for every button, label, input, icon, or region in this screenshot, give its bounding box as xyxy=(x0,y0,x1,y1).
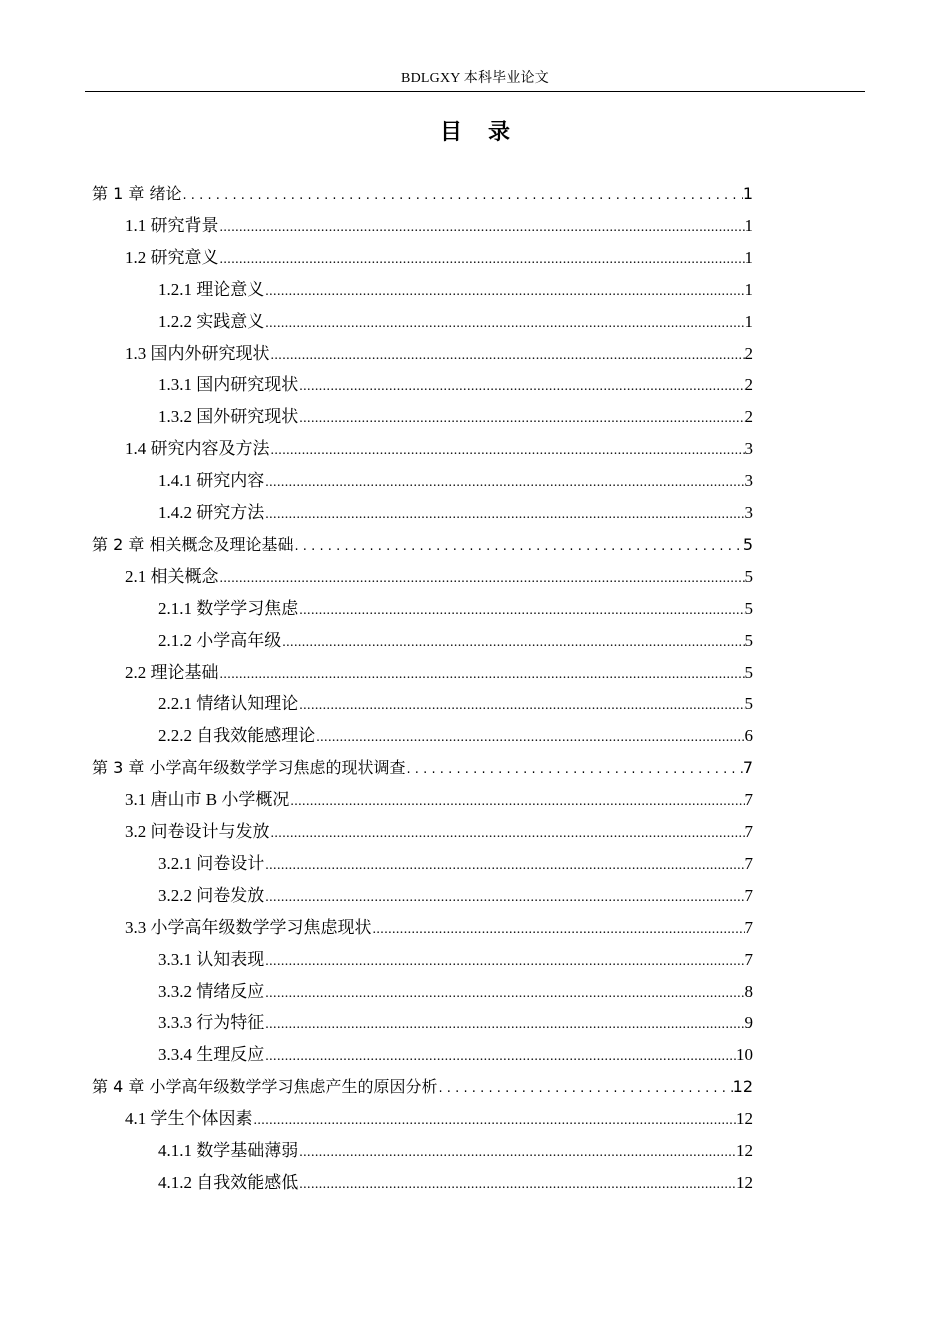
toc-entry-label: 1.4.1 研究内容 xyxy=(158,471,265,490)
toc-entry-label: 3.2.2 问卷发放 xyxy=(158,886,265,905)
toc-entry-label: 3.3.3 行为特征 xyxy=(158,1013,265,1032)
toc-entry-label: 2.1 相关概念 xyxy=(125,567,219,586)
toc-entry-label: 1.2 研究意义 xyxy=(125,248,219,267)
toc-entry-label: 2.1.2 小学高年级 xyxy=(158,631,282,650)
toc-dot-leader xyxy=(264,310,744,336)
toc-entry-label: 3.3.1 认知表现 xyxy=(158,950,265,969)
toc-dot-leader xyxy=(264,1011,744,1037)
toc-entry-label: 1.2.1 理论意义 xyxy=(158,280,265,299)
toc-entry-chapter[interactable] xyxy=(92,531,753,559)
toc-entry-page-number: 1 xyxy=(742,184,753,203)
toc-entry-subsection[interactable] xyxy=(158,850,753,878)
toc-entry-page-number: 12 xyxy=(736,1109,753,1128)
toc-entry-label: 第 1 章 绪论 xyxy=(92,184,182,203)
toc-dot-leader xyxy=(264,469,744,495)
toc-entry-label: 1.4.2 研究方法 xyxy=(158,503,265,522)
toc-dot-leader xyxy=(270,820,745,846)
toc-entry-page-number: 12 xyxy=(736,1141,753,1160)
toc-entry-subsection[interactable] xyxy=(158,467,753,495)
toc-entry-page-number: 10 xyxy=(736,1045,753,1064)
toc-entry-subsection[interactable] xyxy=(158,882,753,910)
toc-dot-leader xyxy=(298,1171,736,1197)
toc-entry-label: 2.2 理论基础 xyxy=(125,663,219,682)
toc-entry-page-number: 5 xyxy=(744,663,753,682)
toc-entry-label: 3.3 小学高年级数学学习焦虑现状 xyxy=(125,918,372,937)
toc-dot-leader xyxy=(264,278,744,304)
toc-entry-subsection[interactable] xyxy=(158,403,753,431)
toc-entry-section[interactable] xyxy=(125,818,753,846)
toc-entry-label: 1.2.2 实践意义 xyxy=(158,312,265,331)
toc-entry-label: 3.2 问卷设计与发放 xyxy=(125,822,270,841)
toc-dot-leader xyxy=(315,724,744,750)
toc-entry-subsection[interactable] xyxy=(158,1137,753,1165)
toc-dot-leader xyxy=(264,980,744,1006)
toc-entry-page-number: 2 xyxy=(744,407,753,426)
toc-entry-label: 第 4 章 小学高年级数学学习焦虑产生的原因分析 xyxy=(92,1077,438,1096)
toc-entry-subsection[interactable] xyxy=(158,690,753,718)
toc-entry-subsection[interactable] xyxy=(158,978,753,1006)
toc-dot-leader xyxy=(298,692,744,718)
toc-dot-leader xyxy=(298,373,744,399)
toc-entry-page-number: 5 xyxy=(744,567,753,586)
toc-dot-leader xyxy=(181,182,742,208)
toc-entry-chapter[interactable] xyxy=(92,180,753,208)
toc-entry-label: 3.2.1 问卷设计 xyxy=(158,854,265,873)
toc-entry-page-number: 8 xyxy=(744,982,753,1001)
toc-entry-page-number: 7 xyxy=(744,950,753,969)
toc-entry-subsection[interactable] xyxy=(158,1041,753,1069)
toc-dot-leader xyxy=(298,405,744,431)
toc-entry-section[interactable] xyxy=(125,786,753,814)
toc-entry-page-number: 2 xyxy=(744,344,753,363)
toc-dot-leader xyxy=(219,565,745,591)
toc-entry-section[interactable] xyxy=(125,212,753,240)
toc-entry-label: 第 2 章 相关概念及理论基础 xyxy=(92,535,294,554)
toc-entry-section[interactable] xyxy=(125,659,753,687)
toc-dot-leader xyxy=(270,437,745,463)
toc-entry-page-number: 7 xyxy=(744,790,753,809)
toc-dot-leader xyxy=(264,884,744,910)
toc-dot-leader xyxy=(270,342,745,368)
toc-entry-label: 2.2.2 自我效能感理论 xyxy=(158,726,316,745)
toc-entry-section[interactable] xyxy=(125,563,753,591)
toc-dot-leader xyxy=(372,916,745,942)
toc-entry-page-number: 3 xyxy=(744,471,753,490)
toc-entry-section[interactable] xyxy=(125,435,753,463)
toc-entry-section[interactable] xyxy=(125,340,753,368)
toc-entry-page-number: 2 xyxy=(744,375,753,394)
toc-entry-page-number: 1 xyxy=(744,216,753,235)
toc-entry-label: 1.3.2 国外研究现状 xyxy=(158,407,299,426)
toc-dot-leader xyxy=(281,629,744,655)
toc-dot-leader xyxy=(289,788,744,814)
toc-entry-label: 1.1 研究背景 xyxy=(125,216,219,235)
toc-entry-label: 3.1 唐山市 B 小学概况 xyxy=(125,790,290,809)
toc-entry-page-number: 7 xyxy=(744,918,753,937)
toc-entry-subsection[interactable] xyxy=(158,946,753,974)
page-header: BDLGXY 本科毕业论文 xyxy=(401,71,549,86)
toc-entry-page-number: 5 xyxy=(744,694,753,713)
toc-entry-page-number: 6 xyxy=(744,726,753,745)
toc-entry-page-number: 7 xyxy=(742,758,753,777)
toc-entry-label: 1.3.1 国内研究现状 xyxy=(158,375,299,394)
toc-entry-chapter[interactable] xyxy=(92,1073,753,1101)
toc-entry-page-number: 9 xyxy=(744,1013,753,1032)
toc-entry-label: 4.1 学生个体因素 xyxy=(125,1109,253,1128)
toc-entry-section[interactable] xyxy=(125,244,753,272)
toc-entry-page-number: 5 xyxy=(742,535,753,554)
toc-entry-subsection[interactable] xyxy=(158,371,753,399)
toc-entry-page-number: 7 xyxy=(744,886,753,905)
toc-dot-leader xyxy=(264,948,744,974)
toc-entry-page-number: 5 xyxy=(744,631,753,650)
toc-entry-page-number: 12 xyxy=(736,1173,753,1192)
toc-entry-subsection[interactable] xyxy=(158,595,753,623)
toc-entry-label: 第 3 章 小学高年级数学学习焦虑的现状调查 xyxy=(92,758,406,777)
toc-entry-subsection[interactable] xyxy=(158,276,753,304)
toc-entry-page-number: 7 xyxy=(744,854,753,873)
toc-entry-label: 2.1.1 数学学习焦虑 xyxy=(158,599,299,618)
toc-entry-label: 1.4 研究内容及方法 xyxy=(125,439,270,458)
toc-entry-subsection[interactable] xyxy=(158,1009,753,1037)
toc-dot-leader xyxy=(298,1139,736,1165)
toc-entry-page-number: 1 xyxy=(744,312,753,331)
toc-dot-leader xyxy=(264,852,744,878)
toc-entry-label: 2.2.1 情绪认知理论 xyxy=(158,694,299,713)
toc-entry-label: 3.3.4 生理反应 xyxy=(158,1045,265,1064)
toc-dot-leader xyxy=(219,246,745,272)
toc-entry-page-number: 7 xyxy=(744,822,753,841)
toc-dot-leader xyxy=(253,1107,737,1133)
toc-dot-leader xyxy=(298,597,744,623)
toc-entry-page-number: 12 xyxy=(732,1077,753,1096)
toc-dot-leader xyxy=(405,756,742,782)
toc-entry-subsection[interactable] xyxy=(158,627,753,655)
toc-dot-leader xyxy=(264,1043,736,1069)
toc-entry-label: 4.1.1 数学基础薄弱 xyxy=(158,1141,299,1160)
toc-entry-subsection[interactable] xyxy=(158,499,753,527)
toc-entry-chapter[interactable] xyxy=(92,754,753,782)
toc-entry-label: 4.1.2 自我效能感低 xyxy=(158,1173,299,1192)
toc-entry-page-number: 1 xyxy=(744,280,753,299)
toc-entry-subsection[interactable] xyxy=(158,1169,753,1197)
toc-entry-page-number: 1 xyxy=(744,248,753,267)
toc-entry-subsection[interactable] xyxy=(158,722,753,750)
toc-dot-leader xyxy=(219,214,745,240)
toc-dot-leader xyxy=(219,661,745,687)
toc-entry-label: 1.3 国内外研究现状 xyxy=(125,344,270,363)
toc-dot-leader xyxy=(437,1075,732,1101)
toc-entry-subsection[interactable] xyxy=(158,308,753,336)
toc-entry-page-number: 3 xyxy=(744,503,753,522)
toc-dot-leader xyxy=(264,501,744,527)
toc-entry-page-number: 3 xyxy=(744,439,753,458)
toc-entry-section[interactable] xyxy=(125,914,753,942)
toc-dot-leader xyxy=(293,533,742,559)
toc-entry-page-number: 5 xyxy=(744,599,753,618)
toc-entry-section[interactable] xyxy=(125,1105,753,1133)
toc-entry-label: 3.3.2 情绪反应 xyxy=(158,982,265,1001)
toc-title: 目录 xyxy=(439,120,536,145)
